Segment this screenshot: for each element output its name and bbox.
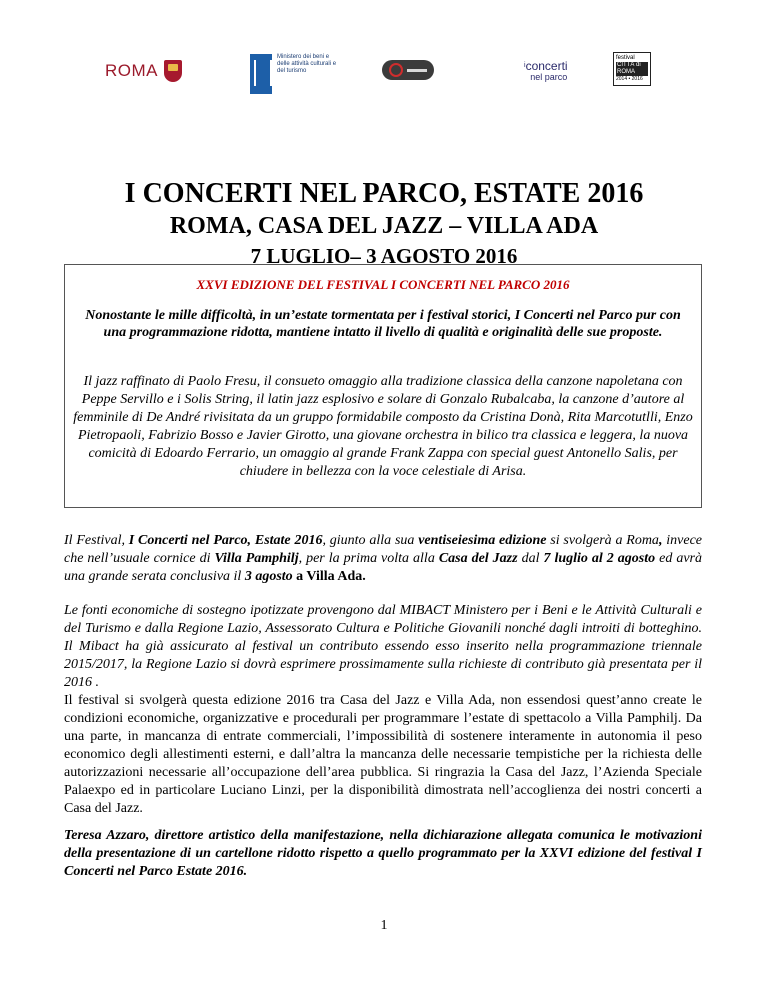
p1-text: , xyxy=(658,533,663,548)
p1-text: dal xyxy=(517,551,544,566)
p1-final-date: 3 agosto xyxy=(244,569,293,584)
festival-logo-line1: festival xyxy=(616,55,635,61)
page-title: I CONCERTI NEL PARCO, ESTATE 2016 xyxy=(124,178,644,209)
logo-strip xyxy=(0,52,768,96)
paragraph-venues: Il festival si svolgerà questa edizione 2016 tra Casa del Jazz e Villa Ada, non essendosi quest’anno create le condizioni economiche, organizzative e procedurali per programmare l’estate di spettacolo a Villa Pamphilj. Da una parte, in mancanza di entrate commerciali, l’impossibilità di sostenere interamente in autonomia il peso economico degli allestimenti esterni, e dall’altra la mancanza delle necessarie tempistiche per la richiesta delle autorizzazioni necessarie all’occupazione dell’area pubblica. Si ringrazia la Casa del Jazz, l’Azienda Speciale Palaexpo ed in particolare Luciano Linzi, per la disponibilità dimostrata nell’accoglienza dei nostri concerti a Casa del Jazz. xyxy=(64,693,702,816)
regione-ring-icon xyxy=(389,63,403,77)
box-lead: Nonostante le mille difficoltà, in un’estate tormentata per i festival storici, I Concerti nel Parco pur con una programmazione ridotta, mantiene intatto il livello di qualità e originalità delle sue proposte. xyxy=(85,308,681,340)
mibact-logo xyxy=(250,54,337,94)
concerti-logo-line1: concerti xyxy=(525,59,568,73)
roma-logo xyxy=(105,60,182,82)
roma-crest-icon xyxy=(164,60,182,82)
paragraph-funding: Le fonti economiche di sostegno ipotizzate provengono dal MIBACT Ministero per i Beni e le Attività Culturali e del Turismo e dalla Regione Lazio, Assessorato Cultura e Politiche Giovanili nonché dagli introiti di botteghino. Il Mibact ha già assicurato al festival un contributo essendo esso inserito nella programmazione triennale 2015/2017, la Regione Lazio si dovrà esprimere prossimamente sulla richieste di contributo già presentata per il 2016 . xyxy=(64,603,702,690)
roma-logo-text: ROMA xyxy=(105,61,158,80)
page-number: 1 xyxy=(380,918,388,933)
concerti-nel-parco-logo xyxy=(524,60,568,82)
regione-bar-icon xyxy=(407,69,427,72)
p1-dates: 7 luglio al 2 agosto xyxy=(543,551,656,566)
festival-logo-line2: CITTÀ di ROMA xyxy=(616,62,648,76)
page-subtitle: ROMA, CASA DEL JAZZ – VILLA ADA xyxy=(169,213,599,239)
box-heading: XXVI EDIZIONE DEL FESTIVAL I CONCERTI NEL PARCO 2016 xyxy=(196,277,570,292)
p1-text: Il Festival, xyxy=(64,533,129,548)
p1-venue-pamphilj: Villa Pamphilj xyxy=(214,551,299,566)
mibact-mark-icon xyxy=(250,54,272,94)
box-body: Il jazz raffinato di Paolo Fresu, il consueto omaggio alla tradizione classica della canzone napoletana con Peppe Servillo e i Solis String, il latin jazz esplosivo e solare di Gonzalo Rubalcaba, la canzone d’autore al femminile di De André rivisitata da un gruppo formidabile composto da Cristina Donà, Rita Marcotutlli, Enzo Pietropaoli, Fabrizio Bosso e Javier Girotto, una giovane orchestra in bilico tra classica e leggera, la nuova comicità di Edoardo Ferrario, un omaggio al grande Frank Zappa con special guest Antonello Salis, per chiudere in bellezza con la voce celestiale di Arisa. xyxy=(73,374,693,479)
p1-text: invece che nell’usuale cornice di xyxy=(64,533,702,566)
concerti-logo-i: i xyxy=(524,62,526,69)
regione-logo xyxy=(382,60,434,80)
festival-citta-di-roma-logo xyxy=(613,52,651,86)
p1-edition: ventiseiesima edizione xyxy=(418,533,547,548)
p1-text: , giunto alla sua xyxy=(322,533,419,548)
paragraph-festival xyxy=(64,532,702,586)
paragraph-director: Teresa Azzaro, direttore artistico della manifestazione, nella dichiarazione allegata comunica le motivazioni della presentazione di un cartellone ridotto rispetto a quello programmato per la XXVI edizione del festival I Concerti nel Parco Estate 2016. xyxy=(64,828,702,879)
mibact-logo-text: Ministero dei beni e delle attività culturali e del turismo xyxy=(277,54,337,74)
p1-venue-villa-ada: a Villa Ada. xyxy=(292,569,366,584)
concerti-logo-line2: nel parco xyxy=(530,72,568,82)
festival-logo-years: 2014 • 2016 xyxy=(616,76,643,82)
p1-text: , per la prima volta alla xyxy=(298,551,439,566)
p1-venue-casa-jazz: Casa del Jazz xyxy=(438,551,518,566)
p1-festival-name: I Concerti nel Parco, Estate 2016 xyxy=(128,533,323,548)
event-dates: 7 LUGLIO– 3 AGOSTO 2016 xyxy=(250,244,518,268)
p1-text: ed avrà una grande serata conclusiva il xyxy=(64,551,702,584)
highlight-box xyxy=(64,264,702,508)
p1-text: si svolgerà a Roma xyxy=(546,533,659,548)
